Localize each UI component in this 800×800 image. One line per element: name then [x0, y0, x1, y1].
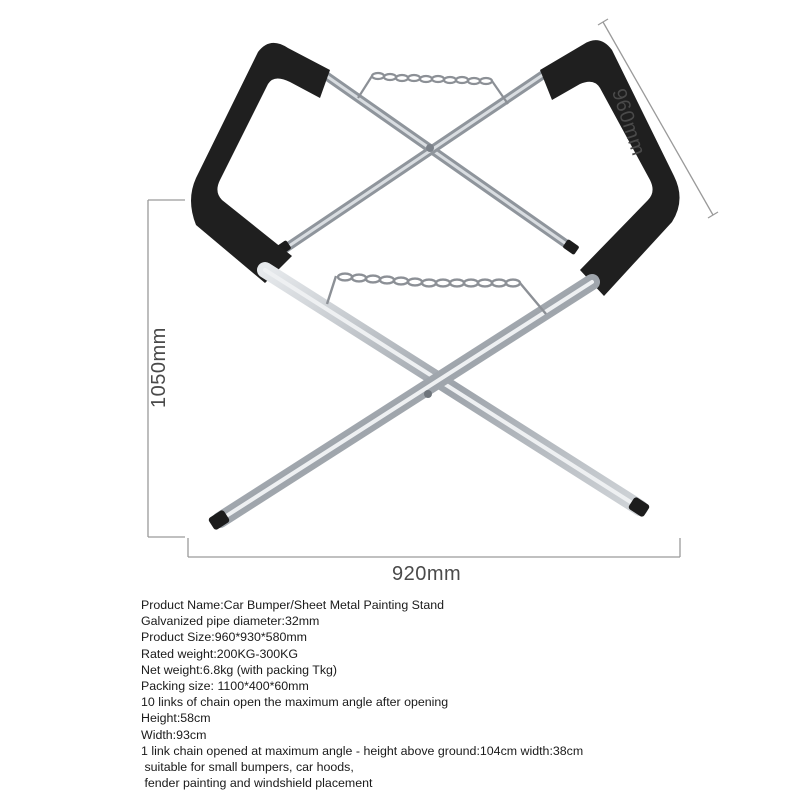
front-chain	[327, 274, 546, 314]
spec-line: 1 link chain opened at maximum angle - height above ground:104cm width:38cm	[141, 743, 584, 758]
back-frame	[274, 70, 579, 256]
spec-line: Net weight:6.8kg (with packing Tkg)	[141, 662, 338, 677]
front-frame	[208, 270, 651, 531]
spec-line: Width:93cm	[141, 727, 207, 742]
spec-line: Galvanized pipe diameter:32mm	[141, 614, 320, 629]
width-dimension-label: 920mm	[392, 563, 462, 585]
spec-line: 10 links of chain open the maximum angle after opening	[141, 695, 449, 710]
foam-handle-right	[540, 40, 680, 296]
foam-handle-frame	[191, 43, 330, 283]
spec-line: suitable for small bumpers, car hoods,	[141, 760, 354, 775]
product-specifications	[141, 597, 781, 791]
spec-line: fender painting and windshield placement	[141, 776, 373, 791]
spec-line: Packing size: 1100*400*60mm	[141, 679, 309, 694]
spec-line: Height:58cm	[141, 711, 211, 726]
depth-dimension-label: 960mm	[607, 86, 650, 159]
spec-line: Product Size:960*930*580mm	[141, 630, 307, 645]
spec-line: Product Name:Car Bumper/Sheet Metal Painting Stand	[141, 598, 445, 612]
height-dimension-label: 1050mm	[148, 327, 170, 408]
spec-line: Rated weight:200KG-300KG	[141, 646, 299, 661]
back-chain	[358, 73, 508, 104]
